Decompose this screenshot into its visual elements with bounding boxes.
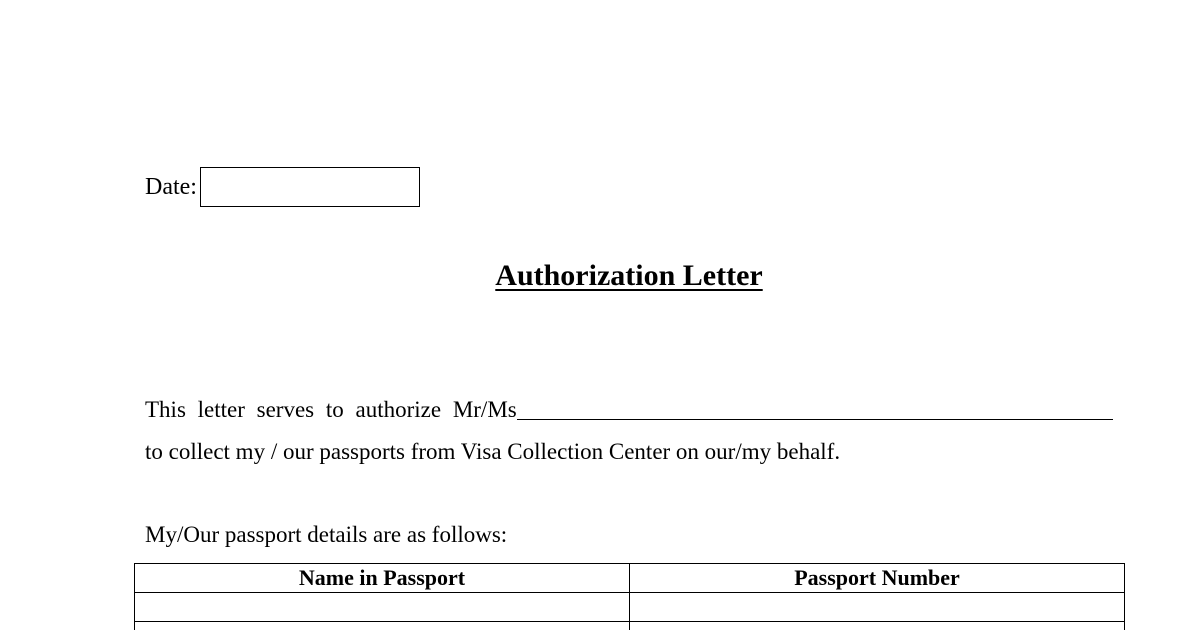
table-row bbox=[135, 622, 1125, 630]
header-name-in-passport: Name in Passport bbox=[135, 564, 630, 593]
table-cell-name[interactable] bbox=[135, 622, 630, 630]
authorized-person-blank[interactable] bbox=[517, 399, 1113, 420]
authorize-line bbox=[145, 396, 1113, 424]
passport-table bbox=[134, 563, 1125, 630]
date-label: Date: bbox=[145, 174, 197, 200]
table-cell-passport-number[interactable] bbox=[630, 622, 1125, 630]
table-cell-passport-number[interactable] bbox=[630, 593, 1125, 622]
collect-text: to collect my / our passports from Visa Collection Center on our/my behalf. bbox=[145, 439, 841, 464]
table-row bbox=[135, 593, 1125, 622]
header-passport-number: Passport Number bbox=[630, 564, 1125, 593]
date-field[interactable] bbox=[200, 167, 420, 207]
table-cell-name[interactable] bbox=[135, 593, 630, 622]
document-title-text: Authorization Letter bbox=[495, 259, 763, 292]
table-header-row bbox=[135, 564, 1125, 593]
authorize-text: This letter serves to authorize Mr/Ms bbox=[145, 397, 517, 422]
document-title bbox=[0, 258, 1200, 294]
passport-details-text: My/Our passport details are as follows: bbox=[145, 522, 508, 547]
date-row bbox=[145, 166, 420, 208]
